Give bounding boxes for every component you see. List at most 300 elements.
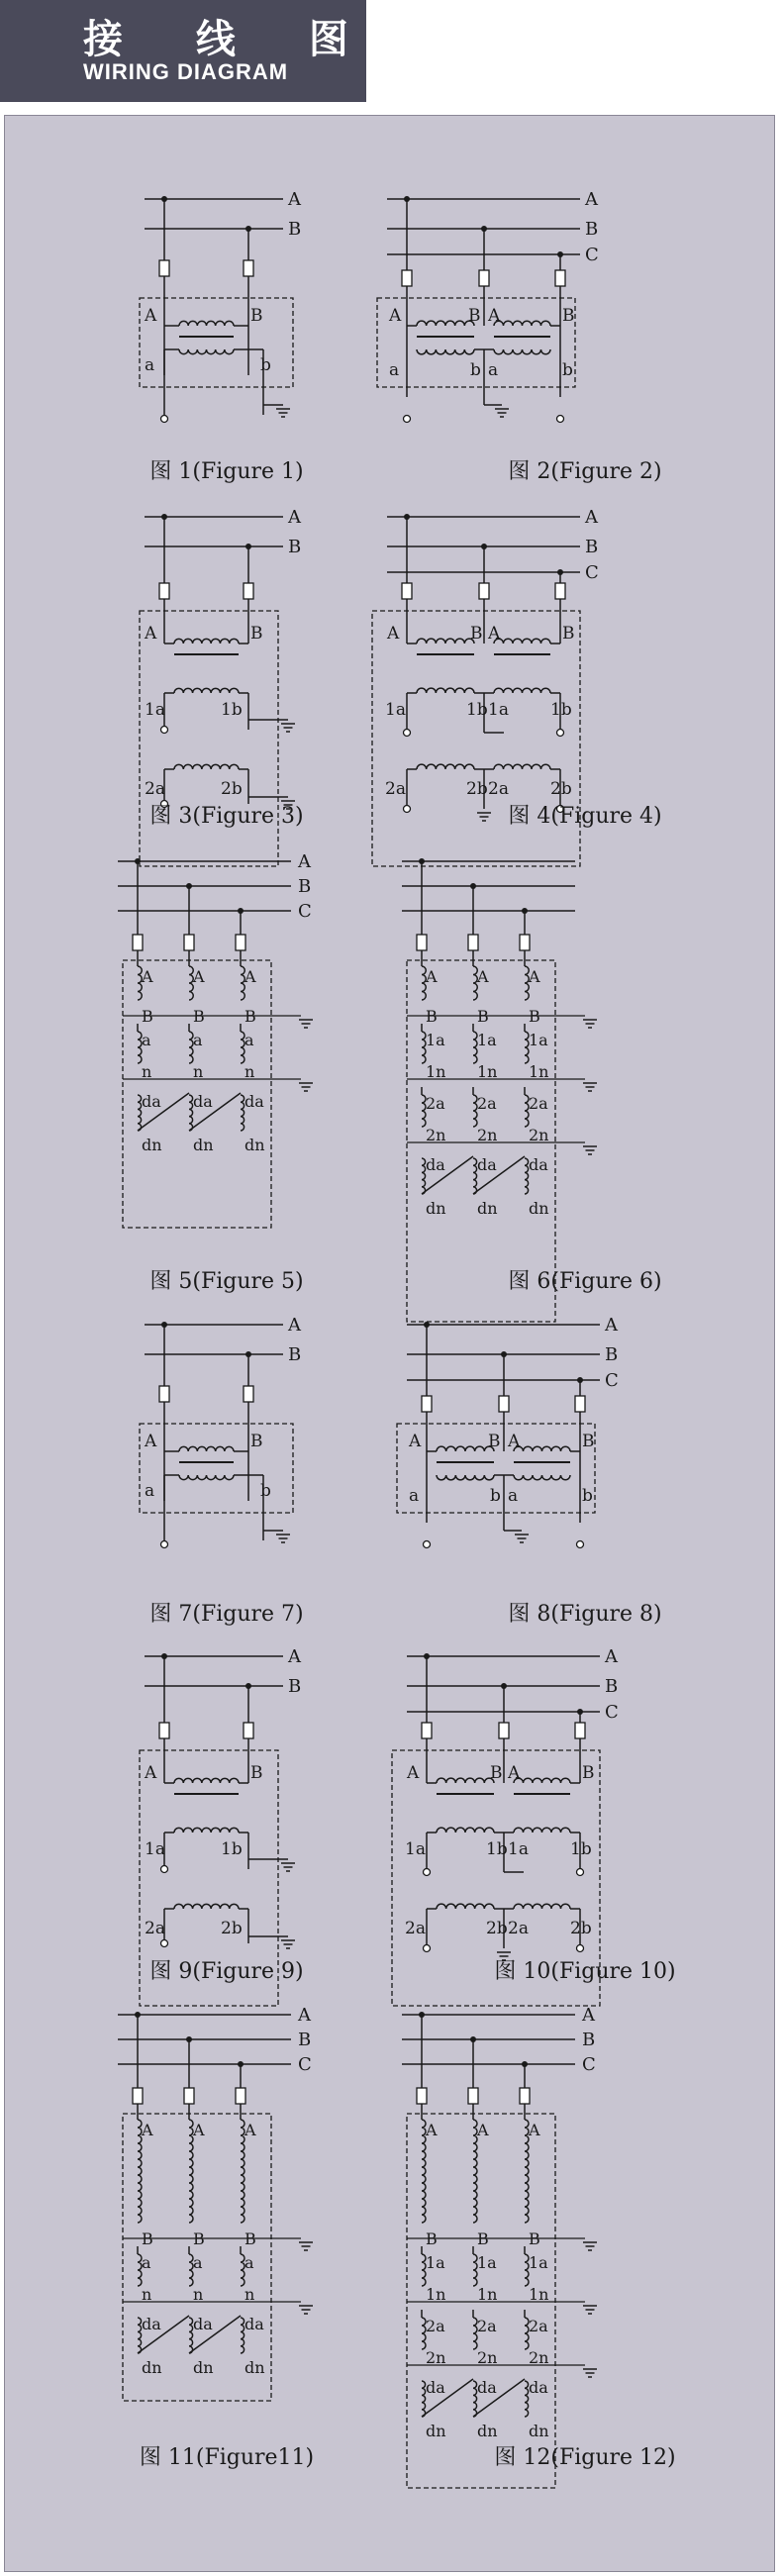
- terminal-label: a: [409, 1486, 420, 1506]
- fuse-icon: [244, 260, 253, 276]
- terminal-label: A: [529, 967, 540, 986]
- terminal-label: n: [193, 1062, 204, 1081]
- terminal-label: 1a: [477, 1031, 497, 1049]
- figure-caption: 图 2(Figure 2): [508, 459, 662, 484]
- terminal-label: dn: [529, 1199, 549, 1218]
- terminal-label: 1n: [477, 2285, 498, 2304]
- ground-icon: [495, 409, 509, 417]
- fuse-icon: [499, 1723, 509, 1738]
- fuse-icon: [159, 583, 169, 599]
- phase-label: A: [288, 189, 301, 210]
- terminal-label: da: [244, 1092, 264, 1111]
- terminal-label: A: [142, 2121, 153, 2139]
- winding-icon: [437, 1446, 494, 1451]
- fuse-icon: [555, 583, 565, 599]
- terminal-label: 1a: [145, 1839, 165, 1859]
- fuse-icon: [575, 1396, 585, 1412]
- terminal-label: 2n: [426, 1126, 446, 1144]
- terminal-label: B: [142, 1007, 153, 1026]
- terminal-label: 2a: [426, 2317, 445, 2335]
- terminal-icon: [161, 416, 168, 423]
- terminal-label: 2n: [426, 2348, 446, 2367]
- terminal-label: 2a: [529, 2317, 548, 2335]
- terminal-label: b: [260, 355, 271, 375]
- figure-7: [140, 1315, 304, 1627]
- junction-dot: [424, 1653, 430, 1659]
- terminal-label: 2a: [529, 1094, 548, 1113]
- fuse-icon: [159, 1723, 169, 1738]
- terminal-label: dn: [477, 1199, 498, 1218]
- title-english: WIRING DIAGRAM: [83, 59, 289, 84]
- winding-icon: [494, 349, 550, 354]
- figure-11: [118, 2005, 314, 2470]
- winding-icon: [417, 321, 474, 326]
- ground-icon: [583, 1020, 597, 1028]
- phase-label: A: [582, 2005, 595, 2026]
- junction-dot: [245, 1351, 251, 1357]
- figure-caption: 图 6(Figure 6): [508, 1269, 662, 1294]
- terminal-label: a: [145, 355, 155, 375]
- terminal-label: A: [409, 1432, 422, 1451]
- ground-icon: [583, 2242, 597, 2250]
- ground-icon: [583, 2306, 597, 2314]
- fuse-icon: [159, 1386, 169, 1402]
- terminal-label: A: [244, 2121, 256, 2139]
- terminal-label: 2n: [477, 2348, 498, 2367]
- ground-icon: [281, 1863, 295, 1871]
- terminal-label: dn: [426, 1199, 446, 1218]
- terminal-label: a: [488, 360, 499, 380]
- terminal-label: A: [387, 624, 400, 644]
- terminal-icon: [424, 1541, 431, 1548]
- figure-caption: 图 12(Figure 12): [494, 2445, 676, 2470]
- terminal-label: B: [529, 1007, 540, 1026]
- fuse-icon: [520, 935, 530, 950]
- winding-icon: [437, 1904, 494, 1909]
- winding-icon: [494, 639, 550, 644]
- ground-icon: [281, 724, 295, 732]
- terminal-icon: [557, 416, 564, 423]
- terminal-label: dn: [244, 2358, 265, 2377]
- terminal-label: dn: [193, 1136, 214, 1154]
- ground-icon: [299, 2242, 313, 2250]
- phase-label: B: [298, 2030, 312, 2050]
- terminal-label: A: [193, 967, 205, 986]
- terminal-label: A: [508, 1763, 521, 1783]
- ground-icon: [281, 1940, 295, 1948]
- fuse-icon: [422, 1396, 432, 1412]
- terminal-label: B: [193, 1007, 205, 1026]
- terminal-label: 2a: [385, 779, 406, 799]
- junction-dot: [481, 544, 487, 549]
- fuse-icon: [236, 935, 245, 950]
- fuse-icon: [402, 270, 412, 286]
- terminal-label: dn: [142, 2358, 162, 2377]
- fuse-icon: [244, 1386, 253, 1402]
- terminal-label: 1n: [529, 2285, 549, 2304]
- terminal-icon: [557, 730, 564, 737]
- figure-8: [397, 1315, 662, 1627]
- figure-6: [402, 858, 662, 1322]
- terminal-label: b: [490, 1486, 501, 1506]
- terminal-label: A: [244, 967, 256, 986]
- terminal-label: 2a: [488, 779, 509, 799]
- terminal-label: B: [490, 1763, 503, 1783]
- phase-label: B: [585, 219, 599, 240]
- terminal-label: da: [142, 2315, 161, 2333]
- terminal-label: 1n: [529, 1062, 549, 1081]
- terminal-label: B: [426, 1007, 438, 1026]
- terminal-label: A: [488, 624, 501, 644]
- terminal-label: 2a: [477, 2317, 497, 2335]
- terminal-label: 1n: [426, 2285, 446, 2304]
- junction-dot: [161, 514, 167, 520]
- terminal-label: da: [477, 2378, 497, 2397]
- terminal-label: 1n: [426, 1062, 446, 1081]
- phase-label: C: [585, 245, 599, 265]
- phase-label: C: [605, 1370, 619, 1391]
- terminal-label: a: [508, 1486, 519, 1506]
- figure-9: [140, 1646, 304, 2006]
- terminal-label: n: [244, 1062, 255, 1081]
- terminal-label: 2a: [145, 1919, 165, 1938]
- terminal-label: 1a: [426, 2253, 445, 2272]
- terminal-label: A: [389, 306, 402, 326]
- terminal-label: b: [260, 1481, 271, 1501]
- terminal-label: A: [477, 967, 489, 986]
- header-banner: [0, 0, 378, 102]
- terminal-label: A: [145, 306, 157, 326]
- ground-icon: [583, 1146, 597, 1154]
- junction-dot: [557, 251, 563, 257]
- terminal-label: 1b: [466, 700, 488, 720]
- phase-label: A: [298, 851, 311, 872]
- terminal-label: 2a: [477, 1094, 497, 1113]
- phase-label: A: [288, 1646, 301, 1667]
- fuse-icon: [184, 935, 194, 950]
- terminal-label: B: [582, 1763, 595, 1783]
- fuse-icon: [499, 1396, 509, 1412]
- terminal-label: A: [145, 1763, 157, 1783]
- terminal-label: B: [193, 2229, 205, 2248]
- terminal-label: 2n: [477, 1126, 498, 1144]
- terminal-label: 1a: [488, 700, 509, 720]
- terminal-icon: [161, 1940, 168, 1947]
- fuse-icon: [575, 1723, 585, 1738]
- phase-label: C: [298, 901, 312, 922]
- winding-icon: [417, 639, 474, 644]
- winding-icon: [514, 1475, 570, 1480]
- terminal-label: B: [468, 306, 481, 326]
- terminal-label: A: [508, 1432, 521, 1451]
- fuse-icon: [479, 583, 489, 599]
- terminal-label: a: [145, 1481, 155, 1501]
- fuse-icon: [417, 935, 427, 950]
- terminal-label: da: [477, 1155, 497, 1174]
- winding-icon: [179, 321, 234, 326]
- terminal-label: 2n: [529, 1126, 549, 1144]
- winding-icon: [174, 688, 239, 693]
- winding-icon: [494, 321, 550, 326]
- terminal-label: B: [250, 624, 263, 644]
- figure-caption: 图 9(Figure 9): [149, 1959, 304, 1984]
- terminal-icon: [577, 1869, 584, 1876]
- terminal-label: 2a: [145, 779, 165, 799]
- phase-label: B: [288, 1344, 302, 1365]
- terminal-label: 2b: [221, 779, 243, 799]
- ground-icon: [477, 813, 491, 821]
- junction-dot: [404, 196, 410, 202]
- terminal-label: B: [562, 306, 575, 326]
- phase-label: A: [605, 1315, 618, 1336]
- figure-caption: 图 3(Figure 3): [149, 804, 304, 829]
- terminal-icon: [404, 806, 411, 813]
- figure-caption: 图 10(Figure 10): [494, 1959, 676, 1984]
- phase-label: A: [298, 2005, 311, 2026]
- winding-icon: [514, 1904, 570, 1909]
- junction-dot: [577, 1377, 583, 1383]
- junction-dot: [481, 226, 487, 232]
- figure-3: [140, 507, 304, 866]
- junction-dot: [557, 569, 563, 575]
- terminal-label: da: [529, 2378, 548, 2397]
- diagram-panel: [4, 115, 775, 2572]
- terminal-label: B: [582, 1432, 595, 1451]
- winding-icon: [514, 1828, 570, 1833]
- fuse-icon: [479, 270, 489, 286]
- terminal-icon: [404, 730, 411, 737]
- winding-icon: [494, 688, 550, 693]
- terminal-label: A: [193, 2121, 205, 2139]
- phase-label: A: [585, 507, 598, 528]
- terminal-label: B: [477, 2229, 489, 2248]
- winding-icon: [417, 349, 474, 354]
- terminal-label: da: [193, 2315, 213, 2333]
- junction-dot: [404, 514, 410, 520]
- fuse-icon: [402, 583, 412, 599]
- figure-caption: 图 5(Figure 5): [149, 1269, 304, 1294]
- phase-label: B: [288, 537, 302, 557]
- ground-icon: [276, 409, 290, 417]
- figure-caption: 图 4(Figure 4): [508, 804, 662, 829]
- junction-dot: [161, 196, 167, 202]
- terminal-label: 2b: [221, 1919, 243, 1938]
- terminal-label: a: [142, 1031, 151, 1049]
- terminal-label: A: [426, 967, 438, 986]
- fuse-icon: [244, 583, 253, 599]
- junction-dot: [501, 1683, 507, 1689]
- terminal-label: n: [244, 2285, 255, 2304]
- winding-icon: [179, 1446, 234, 1451]
- winding-icon: [417, 764, 474, 769]
- terminal-label: 1a: [145, 700, 165, 720]
- winding-icon: [174, 764, 239, 769]
- terminal-label: 2b: [486, 1919, 508, 1938]
- phase-label: A: [288, 507, 301, 528]
- phase-label: C: [605, 1702, 619, 1723]
- phase-label: A: [288, 1315, 301, 1336]
- phase-label: B: [288, 1676, 302, 1697]
- terminal-label: B: [562, 624, 575, 644]
- terminal-label: 2a: [426, 1094, 445, 1113]
- terminal-label: da: [244, 2315, 264, 2333]
- winding-icon: [174, 1828, 239, 1833]
- terminal-label: B: [488, 1432, 501, 1451]
- ground-icon: [299, 1083, 313, 1091]
- terminal-label: a: [193, 2253, 203, 2272]
- terminal-label: dn: [244, 1136, 265, 1154]
- terminal-label: A: [488, 306, 501, 326]
- phase-label: C: [585, 562, 599, 583]
- terminal-label: n: [142, 2285, 152, 2304]
- terminal-label: 1b: [550, 700, 572, 720]
- terminal-label: B: [250, 1432, 263, 1451]
- terminal-label: 1n: [477, 1062, 498, 1081]
- terminal-label: B: [470, 624, 483, 644]
- winding-icon: [437, 1828, 494, 1833]
- winding-icon: [179, 349, 234, 354]
- terminal-label: b: [470, 360, 481, 380]
- terminal-label: 2b: [570, 1919, 592, 1938]
- fuse-icon: [422, 1723, 432, 1738]
- terminal-label: dn: [426, 2422, 446, 2440]
- terminal-label: 2n: [529, 2348, 549, 2367]
- terminal-label: dn: [529, 2422, 549, 2440]
- phase-label: A: [585, 189, 598, 210]
- terminal-label: da: [193, 1092, 213, 1111]
- winding-icon: [174, 1904, 239, 1909]
- winding-icon: [174, 639, 239, 644]
- phase-label: B: [585, 537, 599, 557]
- figure-caption: 图 8(Figure 8): [508, 1602, 662, 1627]
- winding-icon: [417, 688, 474, 693]
- fuse-icon: [159, 260, 169, 276]
- terminal-label: 2a: [405, 1919, 426, 1938]
- terminal-icon: [424, 1945, 431, 1952]
- figure-caption: 图 11(Figure11): [139, 2445, 315, 2470]
- junction-dot: [501, 1351, 507, 1357]
- terminal-label: da: [142, 1092, 161, 1111]
- terminal-label: a: [142, 2253, 151, 2272]
- terminal-label: n: [142, 1062, 152, 1081]
- fuse-icon: [520, 2088, 530, 2104]
- terminal-label: B: [250, 306, 263, 326]
- junction-dot: [161, 1653, 167, 1659]
- phase-label: C: [298, 2054, 312, 2075]
- terminal-label: a: [193, 1031, 203, 1049]
- terminal-label: b: [582, 1486, 593, 1506]
- terminal-label: b: [562, 360, 573, 380]
- figure-caption: 图 7(Figure 7): [149, 1602, 304, 1627]
- terminal-icon: [424, 1869, 431, 1876]
- figure-5: [118, 851, 313, 1294]
- terminal-label: a: [244, 1031, 254, 1049]
- terminal-label: A: [142, 967, 153, 986]
- ground-icon: [299, 1020, 313, 1028]
- terminal-label: 1a: [405, 1839, 426, 1859]
- junction-dot: [245, 226, 251, 232]
- figure-10: [392, 1646, 676, 2006]
- terminal-label: dn: [477, 2422, 498, 2440]
- winding-icon: [174, 1778, 239, 1783]
- terminal-label: 1a: [477, 2253, 497, 2272]
- fuse-icon: [236, 2088, 245, 2104]
- figure-2: [377, 189, 662, 484]
- fuse-icon: [468, 2088, 478, 2104]
- terminal-label: B: [244, 1007, 256, 1026]
- ground-icon: [583, 2369, 597, 2377]
- terminal-label: 1a: [529, 2253, 548, 2272]
- terminal-label: 1a: [426, 1031, 445, 1049]
- terminal-icon: [161, 1866, 168, 1873]
- ground-icon: [515, 1535, 529, 1542]
- terminal-label: 2a: [508, 1919, 529, 1938]
- phase-label: B: [298, 876, 312, 897]
- terminal-label: 2b: [466, 779, 488, 799]
- terminal-label: B: [426, 2229, 438, 2248]
- phase-label: B: [605, 1676, 619, 1697]
- terminal-label: dn: [142, 1136, 162, 1154]
- winding-icon: [514, 1778, 570, 1783]
- phase-label: A: [605, 1646, 618, 1667]
- terminal-icon: [577, 1541, 584, 1548]
- junction-dot: [245, 1683, 251, 1689]
- terminal-label: da: [426, 1155, 445, 1174]
- fuse-icon: [133, 935, 143, 950]
- fuse-icon: [133, 2088, 143, 2104]
- terminal-label: B: [250, 1763, 263, 1783]
- terminal-label: B: [244, 2229, 256, 2248]
- title-chinese: 接 线 图: [83, 17, 378, 62]
- terminal-label: dn: [193, 2358, 214, 2377]
- terminal-label: A: [426, 2121, 438, 2139]
- terminal-icon: [404, 416, 411, 423]
- figure-12: [402, 2005, 676, 2488]
- winding-icon: [179, 1475, 234, 1480]
- phase-label: B: [288, 219, 302, 240]
- ground-icon: [276, 1535, 290, 1542]
- fuse-icon: [555, 270, 565, 286]
- ground-icon: [583, 1083, 597, 1091]
- terminal-label: da: [426, 2378, 445, 2397]
- winding-icon: [514, 1446, 570, 1451]
- junction-dot: [577, 1709, 583, 1715]
- terminal-label: 1b: [486, 1839, 508, 1859]
- terminal-label: A: [529, 2121, 540, 2139]
- terminal-label: 2b: [550, 779, 572, 799]
- terminal-icon: [161, 727, 168, 734]
- ground-icon: [299, 2306, 313, 2314]
- terminal-label: B: [529, 2229, 540, 2248]
- terminal-label: B: [142, 2229, 153, 2248]
- terminal-label: a: [389, 360, 400, 380]
- fuse-icon: [184, 2088, 194, 2104]
- winding-icon: [437, 1778, 494, 1783]
- terminal-label: A: [145, 624, 157, 644]
- terminal-label: 1b: [221, 1839, 243, 1859]
- fuse-icon: [417, 2088, 427, 2104]
- winding-icon: [494, 764, 550, 769]
- fuse-icon: [244, 1723, 253, 1738]
- junction-dot: [245, 544, 251, 549]
- terminal-label: da: [529, 1155, 548, 1174]
- winding-icon: [437, 1475, 494, 1480]
- terminal-label: B: [477, 1007, 489, 1026]
- terminal-label: a: [244, 2253, 254, 2272]
- junction-dot: [424, 1322, 430, 1328]
- terminal-label: 1b: [221, 700, 243, 720]
- terminal-label: A: [145, 1432, 157, 1451]
